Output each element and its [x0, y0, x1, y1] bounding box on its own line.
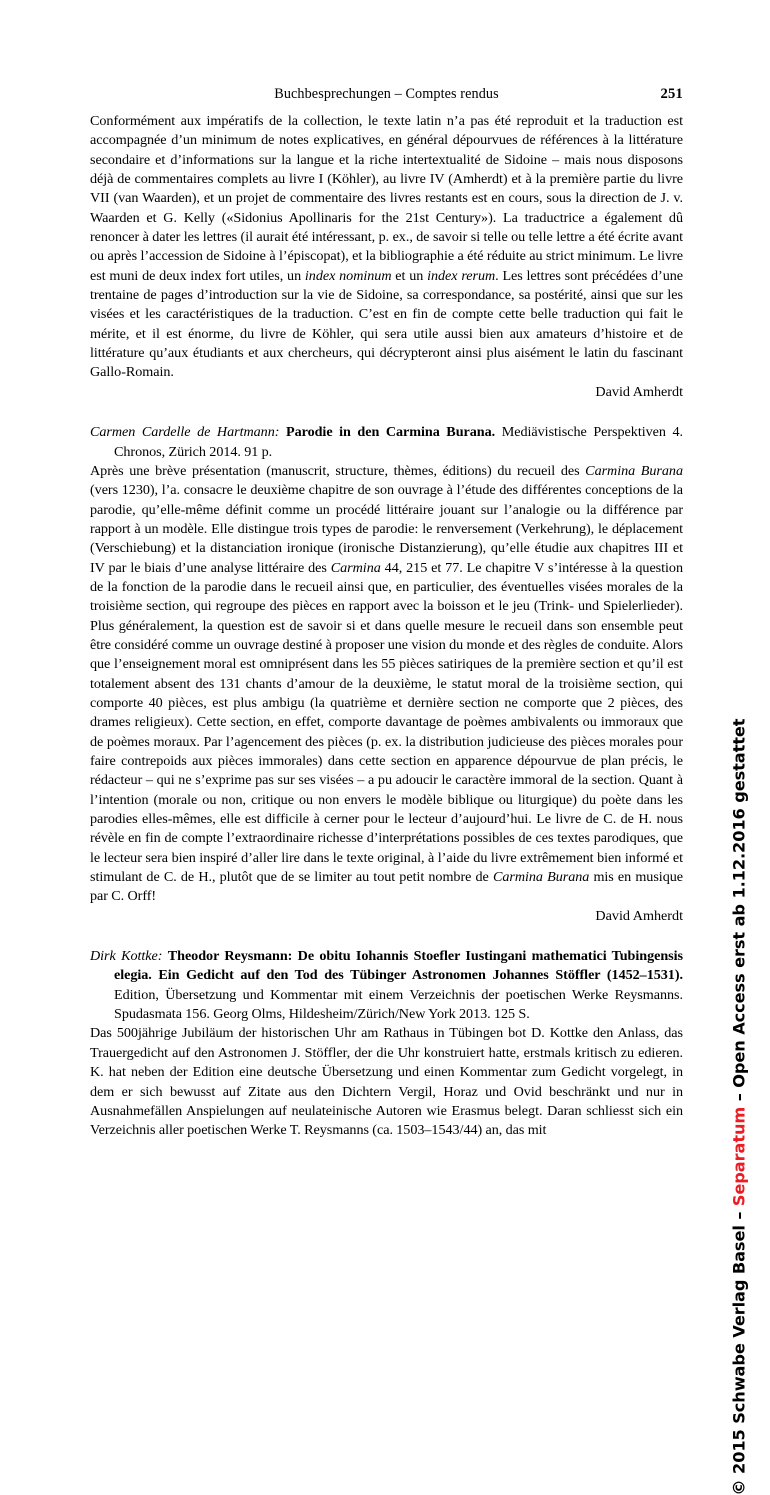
running-header-title: Buchbesprechungen – Comptes rendus — [274, 86, 499, 102]
biblio-title: Parodie in den Carmina Burana. — [285, 424, 496, 441]
body-italic-index-rerum: index rerum — [427, 267, 496, 284]
margin-access-notice-text — [728, 718, 748, 1495]
running-header — [90, 84, 683, 104]
review-body-carmina-burana — [90, 462, 683, 907]
biblio-heading-carmina-burana — [90, 423, 683, 462]
body-run: et un — [391, 267, 428, 284]
section-spacer — [90, 926, 683, 947]
body-italic-carmina-burana-1: Carmina Burana — [585, 462, 683, 479]
margin-access-notice — [716, 455, 762, 1495]
section-spacer — [90, 402, 683, 423]
reviewer-signature-1: David Amherdt — [595, 383, 683, 400]
notice-prefix: © 2015 Schwabe Verlag Basel – — [728, 1205, 748, 1495]
biblio-title: Theodor Reysmann: De obitu Iohannis Stoefler Iustingani mathematici Tubingensis elegia. Ein Gedicht auf den Tod des Tübinger Astronomen Johannes Stöffler (1452–1531). — [114, 948, 683, 984]
body-italic-carmina: Carmina — [330, 559, 381, 576]
page-number: 251 — [660, 86, 683, 102]
body-italic-index-nominum: index nominum — [304, 267, 392, 284]
body-run: (vers 1230), l’a. consacre le deuxième chapitre de son ouvrage à l’étude des différentes conceptions de la parodie, qu’elle-même définit comme un procédé littéraire jouant sur l’analogie ou la différence par rapport à un modèle. Elle distingue trois types de parodie: le renversement (Verkehrung), le déplacement (Verschiebung) et la distanciation ironique (ironische Distanzierung), qu’elle étudie aux chapitres III et IV par le biais d’une analyse littéraire des — [90, 482, 683, 576]
biblio-author: Dirk Kottke: — [90, 948, 163, 965]
biblio-author: Carmen Cardelle de Hartmann: — [90, 424, 280, 441]
biblio-imprint: Mediävistische Perspektiven 4. Chronos, Zürich 2014. 91 p. — [114, 424, 683, 460]
body-run: Conformément aux impératifs de la collection, le texte latin n’a pas été reproduit et la traduction est accompagnée d’un minimum de notes explicatives, en général dépourvues de références à la littérature secondaire et d’informations sur la langue et la riche intertextualité de Sidoine – mais nous disposons déjà de commentaires complets au livre I (Köhler), au livre IV (Amherdt) et à la première partie du livre VII (van Waarden), et un projet de commentaire des livres restants est en cours, sous la direction de J. v. Waarden et G. Kelly («Sidonius Apollinaris for the 21st Century»). La traductrice a également dû renoncer à dater les lettres (il aurait été intéressant, p. ex., de savoir si telle ou telle lettre a été écrite avant ou après l’accession de Sidoine à l’épiscopat), et la bibliographie a été réduite au strict minimum. Le livre est muni de deux index fort utiles, un — [90, 113, 683, 284]
body-italic-carmina-burana-2: Carmina Burana — [492, 869, 590, 886]
biblio-heading-reysmann — [90, 947, 683, 1024]
review-body-sidonius — [90, 112, 683, 383]
text-column — [90, 112, 683, 1141]
review-body-reysmann: Das 500jährige Jubiläum der historischen Uhr am Rathaus in Tübingen bot D. Kottke den Anlass, das Trauergedicht auf den Astronomen J. Stöffler, der die Uhr konstruiert hatte, erstmals kritisch zu edieren. K. hat neben der Edition eine deutsche Übersetzung und einen Kommentar zum Gedicht vorgelegt, in dem er sich bewusst auf Zitate aus den Dichtern Vergil, Horaz und Ovid beschränkt und nur in Ausnahmefällen Anspielungen auf neulateinische Autoren wie Erasmus belegt. Daran schliesst sich ein Verzeichnis aller poetischen Werke T. Reysmanns (ca. 1503–1543/44) an, das mit — [90, 1025, 683, 1139]
notice-suffix: – Open Access erst ab 1.12.2016 gestattet — [728, 718, 748, 1107]
body-run: . Les lettres sont précédées d’une trentaine de pages d’introduction sur la vie de Sidoine, sa correspondance, sa postérité, ainsi que sur les visées et les caractéristiques de la traduction. C’est en fin de compte cette belle traduction qui fait le mérite, et il est énorme, du livre de Köhler, qui sera utile aussi bien aux amateurs d’histoire et de littérature qu’aux étudiants et aux chercheurs, qui décrypteront ainsi plus aisément le latin du fascinant Gallo-Romain. — [90, 267, 683, 381]
reviewer-signature-2: David Amherdt — [595, 907, 683, 924]
biblio-imprint: Edition, Übersetzung und Kommentar mit einem Verzeichnis der poetischen Werke Reysmanns. Spudasmata 156. Georg Olms, Hildesheim/Zürich/New York 2013. 125 S. — [114, 986, 683, 1023]
body-run: 44, 215 et 77. Le chapitre V s’intéresse à la question de la fonction de la parodie dans le recueil ainsi que, en particulier, des éventuelles visées morales de la troisième section, qui regroupe des pièces en rapport avec la boisson et le jeu (Trink- und Spielerlieder). Plus généralement, la question est de savoir si et dans quelle mesure le recueil dans son ensemble peut être considéré comme un ouvrage destiné à proposer une vision du monde et des règles de conduite. Alors que l’enseignement moral est omniprésent dans les 55 pièces satiriques de la première section et qu’il est totalement absent des 131 chants d’amour de la deuxième, le statut moral de la troisième section, qui comporte 40 pièces, est plus ambigu (la quatrième et dernière section ne comporte que 2 pièces, des drames religieux). Cette section, en effet, comporte davantage de poèmes ambivalents ou immoraux que de poèmes moraux. Par l’agencement des pièces (p. ex. la distribution judicieuse des pièces morales pour faire contrepoids aux pièces immorales) dans cette section en apparence dépourvue de plan précis, le rédacteur – qui ne s’exprime pas sur ses visées – a pu adoucir le caractère immoral de la section. Quant à l’intention (morale ou non, critique ou non envers le modèle biblique ou liturgique) du poète dans les parodies elles-mêmes, elle est difficile à cerner pour le lecteur d’aujourd’hui. Le livre de C. de H. nous révèle en fin de compte l’extraordinaire richesse d’interprétations possibles de ces textes parodiques, que le lecteur sera bien inspiré d’aller lire dans le texte original, à l’aide du livre extrêmement bien informé et stimulant de C. de H., plutôt que de se limiter au tout petit nombre de — [90, 559, 683, 886]
notice-separatum: Separatum — [728, 1106, 748, 1206]
body-run: mis en musique par C. Orff! — [90, 869, 683, 905]
body-run: Après une brève présentation (manuscrit, structure, thèmes, éditions) du recueil des — [90, 462, 586, 479]
